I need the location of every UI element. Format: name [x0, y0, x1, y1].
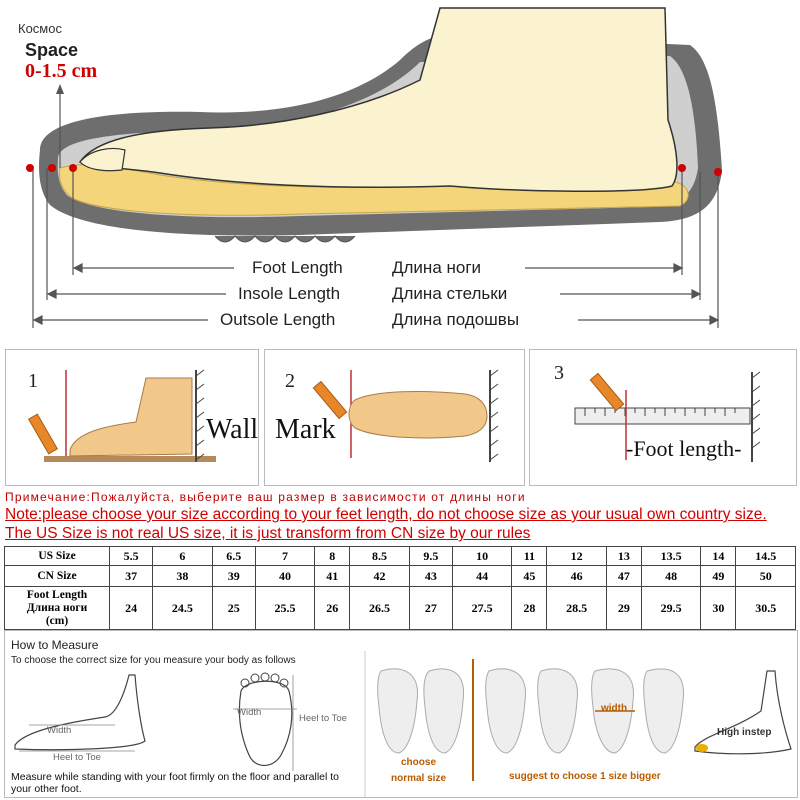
- foot-left-dot: [69, 164, 77, 172]
- foot-length-cell: 28: [512, 587, 547, 630]
- insole-length-label-ru: Длина стельки: [392, 284, 508, 303]
- foot-length-cell: 24.5: [153, 587, 212, 630]
- width-label-prints: width: [601, 703, 628, 714]
- table-row-cn: [5, 566, 796, 587]
- outsole-right-dot: [714, 168, 722, 176]
- us-size-cell: 6: [153, 547, 212, 566]
- wall-label: Wall: [206, 414, 259, 445]
- foot-length-cell: 30: [701, 587, 736, 630]
- us-size-cell: 5.5: [110, 547, 153, 566]
- us-size-cell: 13: [606, 547, 641, 566]
- note-english: Note:please choose your size according to your feet length, do not choose size as your usual own country size. The US Size is not real US size, it is just transform from CN size by our rules: [5, 506, 767, 542]
- us-size-header: US Size: [5, 547, 110, 566]
- cn-size-cell: 49: [701, 566, 736, 587]
- cn-size-cell: 50: [736, 566, 796, 587]
- outsole-left-dot: [26, 164, 34, 172]
- step-panel-3: [529, 349, 797, 486]
- us-size-cell: 10: [452, 547, 511, 566]
- table-row-foot-length: [5, 587, 796, 630]
- step-number-1: 1: [28, 370, 38, 392]
- size-chart-table: [4, 546, 796, 630]
- foot-length-cell: 25.5: [255, 587, 314, 630]
- width-label-side: Width: [47, 725, 72, 736]
- step-number-3: 3: [554, 362, 564, 384]
- table-row-us: [5, 547, 796, 566]
- how-to-measure-title: How to Measure: [11, 638, 99, 652]
- foot-right-dot: [678, 164, 686, 172]
- cn-size-cell: 44: [452, 566, 511, 587]
- how-to-measure-subtitle: To choose the correct size for you measure your body as follows: [11, 655, 296, 666]
- foot-length-cell: 29: [606, 587, 641, 630]
- foot-arrowhead-left: [74, 264, 82, 272]
- foot-arrowhead-right: [674, 264, 682, 272]
- us-size-cell: 9.5: [409, 547, 452, 566]
- cn-size-cell: 46: [547, 566, 606, 587]
- us-size-cell: 7: [255, 547, 314, 566]
- us-size-cell: 14.5: [736, 547, 796, 566]
- outsole-length-label-ru: Длина подошвы: [392, 310, 520, 329]
- cn-size-cell: 41: [315, 566, 350, 587]
- foot-length-header-en: Foot Length: [26, 588, 88, 601]
- cn-size-header: CN Size: [5, 566, 110, 587]
- mark-label: Mark: [275, 414, 336, 445]
- foot-length-cell: 25: [212, 587, 255, 630]
- foot-length-cell: 27.5: [452, 587, 511, 630]
- high-instep-label: High instep: [717, 727, 772, 738]
- insole-arrowhead-left: [48, 290, 56, 298]
- outsole-length-label-en: Outsole Length: [220, 310, 336, 329]
- us-size-cell: 13.5: [641, 547, 700, 566]
- foot-length-cell: 30.5: [736, 587, 796, 630]
- step-number-2: 2: [285, 370, 295, 392]
- outsole-arrowhead-right: [710, 316, 718, 324]
- space-arrow: [56, 84, 64, 94]
- foot-length-cell: 29.5: [641, 587, 700, 630]
- outsole-arrowhead-left: [34, 316, 42, 324]
- suggest-bigger-label: suggest to choose 1 size bigger: [509, 771, 661, 782]
- step3-illustration: [530, 350, 796, 485]
- cn-size-cell: 39: [212, 566, 255, 587]
- step-panel-1: [5, 349, 259, 486]
- insole-length-label-en: Insole Length: [238, 284, 341, 303]
- cn-size-cell: 37: [110, 566, 153, 587]
- measure-instruction: Measure while standing with your foot firmly on the floor and parallel to your other foot.: [11, 771, 340, 795]
- space-range: 0-1.5 cm: [25, 60, 98, 82]
- how-to-measure-panel: [4, 630, 798, 798]
- us-size-cell: 12: [547, 547, 606, 566]
- insole-arrowhead-right: [692, 290, 700, 298]
- foot-length-cell: 26.5: [350, 587, 409, 630]
- shoe-diagram: [0, 0, 800, 340]
- foot-length-label-en: Foot Length: [252, 258, 343, 277]
- foot-length-cell: 24: [110, 587, 153, 630]
- foot-shape: [80, 8, 677, 191]
- note-russian: Примечание:Пожалуйста, выберите ваш размер в зависимости от длины ноги: [5, 490, 526, 504]
- foot-length-label-ru: Длина ноги: [392, 258, 482, 277]
- step-panel-2: [264, 349, 525, 486]
- us-size-cell: 14: [701, 547, 736, 566]
- cn-size-cell: 42: [350, 566, 409, 587]
- cn-size-cell: 45: [512, 566, 547, 587]
- cn-size-cell: 48: [641, 566, 700, 587]
- insole-left-dot: [48, 164, 56, 172]
- width-label-top: Width: [237, 707, 262, 718]
- foot-length-cell: 28.5: [547, 587, 606, 630]
- cn-size-cell: 43: [409, 566, 452, 587]
- foot-length-header-ru: Длина ноги: [26, 601, 88, 614]
- cn-size-cell: 47: [606, 566, 641, 587]
- foot-length-header: [5, 587, 110, 630]
- space-label-ru: Космос: [18, 21, 62, 36]
- heel-to-toe-label-top: Heel to Toe: [299, 713, 347, 724]
- cn-size-cell: 38: [153, 566, 212, 587]
- foot-length-mark-label: -Foot length-: [626, 436, 742, 461]
- us-size-cell: 8: [315, 547, 350, 566]
- us-size-cell: 6.5: [212, 547, 255, 566]
- normal-size-label: normal size: [391, 773, 447, 784]
- foot-length-cell: 27: [409, 587, 452, 630]
- sole-tread: [215, 236, 355, 242]
- foot-length-cell: 26: [315, 587, 350, 630]
- space-label-en: Space: [25, 40, 79, 60]
- choose-label: choose: [401, 757, 437, 768]
- us-size-cell: 11: [512, 547, 547, 566]
- us-size-cell: 8.5: [350, 547, 409, 566]
- foot-length-header-unit: (cm): [45, 614, 69, 627]
- heel-to-toe-label-side: Heel to Toe: [53, 752, 101, 763]
- cn-size-cell: 40: [255, 566, 314, 587]
